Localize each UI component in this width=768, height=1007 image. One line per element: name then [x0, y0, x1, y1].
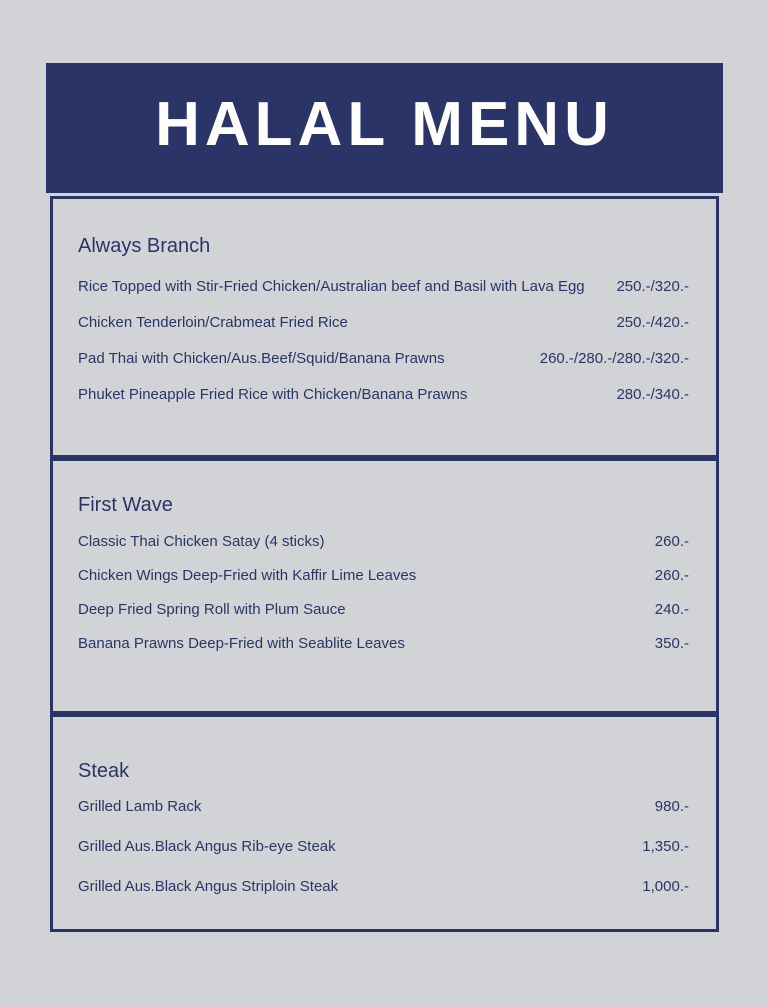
menu-item-name: Phuket Pineapple Fried Rice with Chicken/Banana Prawns — [78, 386, 468, 403]
menu-item-row — [78, 351, 689, 367]
menu-item-price: 280.-/340.- — [616, 386, 689, 403]
menu-item-name: Chicken Tenderloin/Crabmeat Fried Rice — [78, 314, 348, 331]
menu-item-price: 250.-/320.- — [616, 278, 689, 295]
section-always-branch — [50, 196, 719, 458]
section-heading: First Wave — [78, 494, 173, 516]
menu-item-price: 1,000.- — [642, 878, 689, 895]
menu-sections — [50, 196, 719, 932]
menu-item-price: 260.- — [654, 567, 689, 584]
menu-item-name: Chicken Wings Deep-Fried with Kaffir Lime Leaves — [78, 567, 417, 584]
menu-item-price: 260.-/280.-/280.-/320.- — [539, 350, 689, 367]
menu-item-price: 250.-/420.- — [616, 314, 689, 331]
section-heading: Steak — [78, 760, 130, 782]
menu-item-price: 240.- — [654, 601, 689, 618]
menu-item-row — [78, 568, 689, 584]
menu-item-name: Deep Fried Spring Roll with Plum Sauce — [78, 601, 346, 618]
menu-item-row — [78, 839, 689, 855]
menu-item-row — [78, 534, 689, 550]
menu-item-price: 1,350.- — [642, 838, 689, 855]
menu-item-name: Classic Thai Chicken Satay (4 sticks) — [78, 533, 325, 550]
menu-item-price: 350.- — [654, 635, 689, 652]
section-heading: Always Branch — [78, 235, 211, 257]
menu-item-row — [78, 315, 689, 331]
section-steak — [50, 714, 719, 932]
menu-item-row — [78, 602, 689, 618]
menu-item-price: 260.- — [654, 533, 689, 550]
section-first-wave — [50, 458, 719, 714]
menu-header — [46, 63, 723, 193]
menu-item-name: Banana Prawns Deep-Fried with Seablite Leaves — [78, 635, 405, 652]
menu-item-row — [78, 799, 689, 815]
menu-item-row — [78, 279, 689, 295]
menu-item-name: Grilled Lamb Rack — [78, 798, 202, 815]
menu-title: HALAL MENU — [155, 90, 614, 159]
menu-item-row — [78, 636, 689, 652]
menu-item-name: Grilled Aus.Black Angus Striploin Steak — [78, 878, 339, 895]
menu-item-price: 980.- — [654, 798, 689, 815]
menu-item-name: Grilled Aus.Black Angus Rib-eye Steak — [78, 838, 336, 855]
menu-item-row — [78, 879, 689, 895]
menu-item-row — [78, 387, 689, 403]
menu-item-name: Pad Thai with Chicken/Aus.Beef/Squid/Banana Prawns — [78, 350, 445, 367]
menu-item-name: Rice Topped with Stir-Fried Chicken/Australian beef and Basil with Lava Egg — [78, 278, 585, 295]
